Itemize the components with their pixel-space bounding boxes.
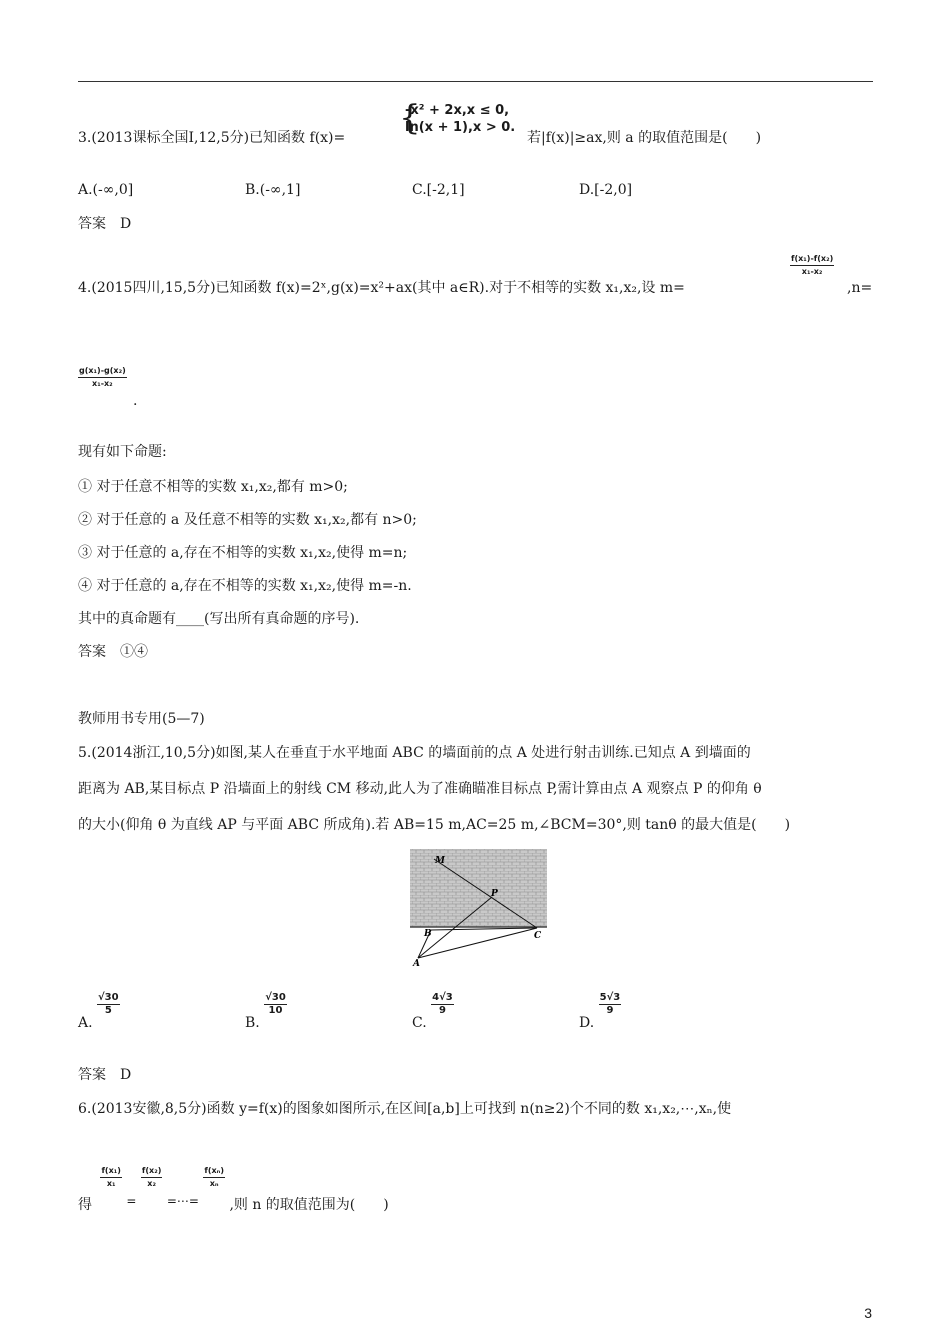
q4-period: . xyxy=(133,393,138,409)
q4-m-fraction xyxy=(790,254,834,277)
q5-wall-figure xyxy=(404,847,548,967)
q3-option-c: C.[-2,1] xyxy=(412,182,465,198)
q3-stem-prefix: 3.(2013课标全国Ⅰ,12,5分)已知函数 f(x)= xyxy=(78,130,346,146)
q3-stem-suffix: 若|f(x)|≥ax,则 a 的取值范围是( ) xyxy=(527,130,762,146)
q6-line-2 xyxy=(78,1166,389,1213)
q4-answer: 答案 ①④ xyxy=(78,644,148,660)
q5-option-b-value: $\frac{√30}{10}$ xyxy=(265,992,286,1016)
q3-answer: 答案 D xyxy=(78,216,132,232)
q4-prop-2: ② 对于任意的 a 及任意不相等的实数 x₁,x₂,都有 n>0; xyxy=(78,512,417,528)
q4-m-numerator: f(x₁)-f(x₂) xyxy=(790,254,834,266)
q4-n-numerator: g(x₁)-g(x₂) xyxy=(78,366,127,378)
q5-line-2: 距离为 AB,某目标点 P 沿墙面上的射线 CM 移动,此人为了准确瞄准目标点 P,需计算由点 A 观察点 P 的仰角 θ xyxy=(78,781,762,797)
q3-piecewise xyxy=(405,102,515,136)
q5-option-c: C. $\frac{4√3}{9}$ xyxy=(412,992,453,1031)
q4-stem-text: 4.(2015四川,15,5分)已知函数 f(x)=2ˣ,g(x)=x²+ax(其中 a∈R).对于不相等的实数 x₁,x₂,设 m= xyxy=(78,280,685,296)
q4-prop-3: ③ 对于任意的 a,存在不相等的实数 x₁,x₂,使得 m=n; xyxy=(78,545,408,561)
q5-answer: 答案 D xyxy=(78,1067,132,1083)
q5-option-d-value: $\frac{5√3}{9}$ xyxy=(599,992,621,1016)
teacher-section-title: 教师用书专用(5—7) xyxy=(78,711,205,727)
label-m: M xyxy=(435,856,445,866)
q3-piece-line1: -x² + 2x,x ≤ 0, xyxy=(405,103,510,118)
q4-m-denominator: x₁-x₂ xyxy=(801,267,823,276)
q6-frac-2: $\frac{\text{f(x₂)}}{\text{x₂}}$ xyxy=(141,1166,162,1188)
q6-line-1: 6.(2013安徽,8,5分)函数 y=f(x)的图象如图所示,在区间[a,b]上可找到 n(n≥2)个不同的数 x₁,x₂,⋯,xₙ,使 xyxy=(78,1101,732,1117)
q5-option-b: B. $\frac{√30}{10}$ xyxy=(245,992,286,1031)
q6-eq-1: = xyxy=(126,1194,137,1208)
q4-intro: 现有如下命题: xyxy=(78,444,167,460)
q5-line-1: 5.(2014浙江,10,5分)如图,某人在垂直于水平地面 ABC 的墙面前的点 A 处进行射击训练.已知点 A 到墙面的 xyxy=(78,745,751,761)
q5-line-3: 的大小(仰角 θ 为直线 AP 与平面 ABC 所成角).若 AB=15 m,AC=25 m,∠BCM=30°,则 tanθ 的最大值是( ) xyxy=(78,817,791,833)
q5-option-a: A. $\frac{√30}{5}$ xyxy=(78,992,119,1031)
header-rule xyxy=(78,81,873,82)
q6-frac-1: $\frac{\text{f(x₁)}}{\text{x₁}}$ xyxy=(101,1166,121,1188)
q3-option-b: B.(-∞,1] xyxy=(245,182,301,198)
label-c: C xyxy=(534,931,542,941)
q3-stem xyxy=(78,129,345,147)
label-a: A xyxy=(413,959,420,967)
q4-n-denominator: x₁-x₂ xyxy=(92,379,113,388)
q6-de: 得 xyxy=(78,1197,92,1213)
q4-n-fraction xyxy=(78,366,127,389)
q3-option-a: A.(-∞,0] xyxy=(78,182,134,198)
q4-n-label: ,n= xyxy=(847,280,873,296)
q3-option-d: D.[-2,0] xyxy=(579,182,633,198)
page-number: 3 xyxy=(864,1305,872,1321)
q6-frac-n: $\frac{\text{f(xₙ)}}{\text{xₙ}}$ xyxy=(204,1166,224,1188)
piecewise-brace: { xyxy=(399,98,421,138)
q5-option-a-value: $\frac{√30}{5}$ xyxy=(98,992,119,1016)
brick-wall xyxy=(410,849,547,927)
q4-stem xyxy=(78,279,685,297)
q5-option-c-value: $\frac{4√3}{9}$ xyxy=(432,992,453,1016)
line-bc xyxy=(431,928,537,930)
label-b: B xyxy=(424,929,432,939)
q5-option-d: D. $\frac{5√3}{9}$ xyxy=(579,992,621,1031)
q4-prop-1: ① 对于任意不相等的实数 x₁,x₂,都有 m>0; xyxy=(78,479,348,495)
label-p: P xyxy=(491,889,498,899)
q4-prop-4: ④ 对于任意的 a,存在不相等的实数 x₁,x₂,使得 m=-n. xyxy=(78,578,412,594)
q4-fill-blank: 其中的真命题有____(写出所有真命题的序号). xyxy=(78,611,360,627)
q3-piece-line2: ln(x + 1),x > 0. xyxy=(405,120,516,135)
q6-tail: ,则 n 的取值范围为( ) xyxy=(229,1197,389,1213)
q6-eq-2: =⋯= xyxy=(166,1194,199,1208)
